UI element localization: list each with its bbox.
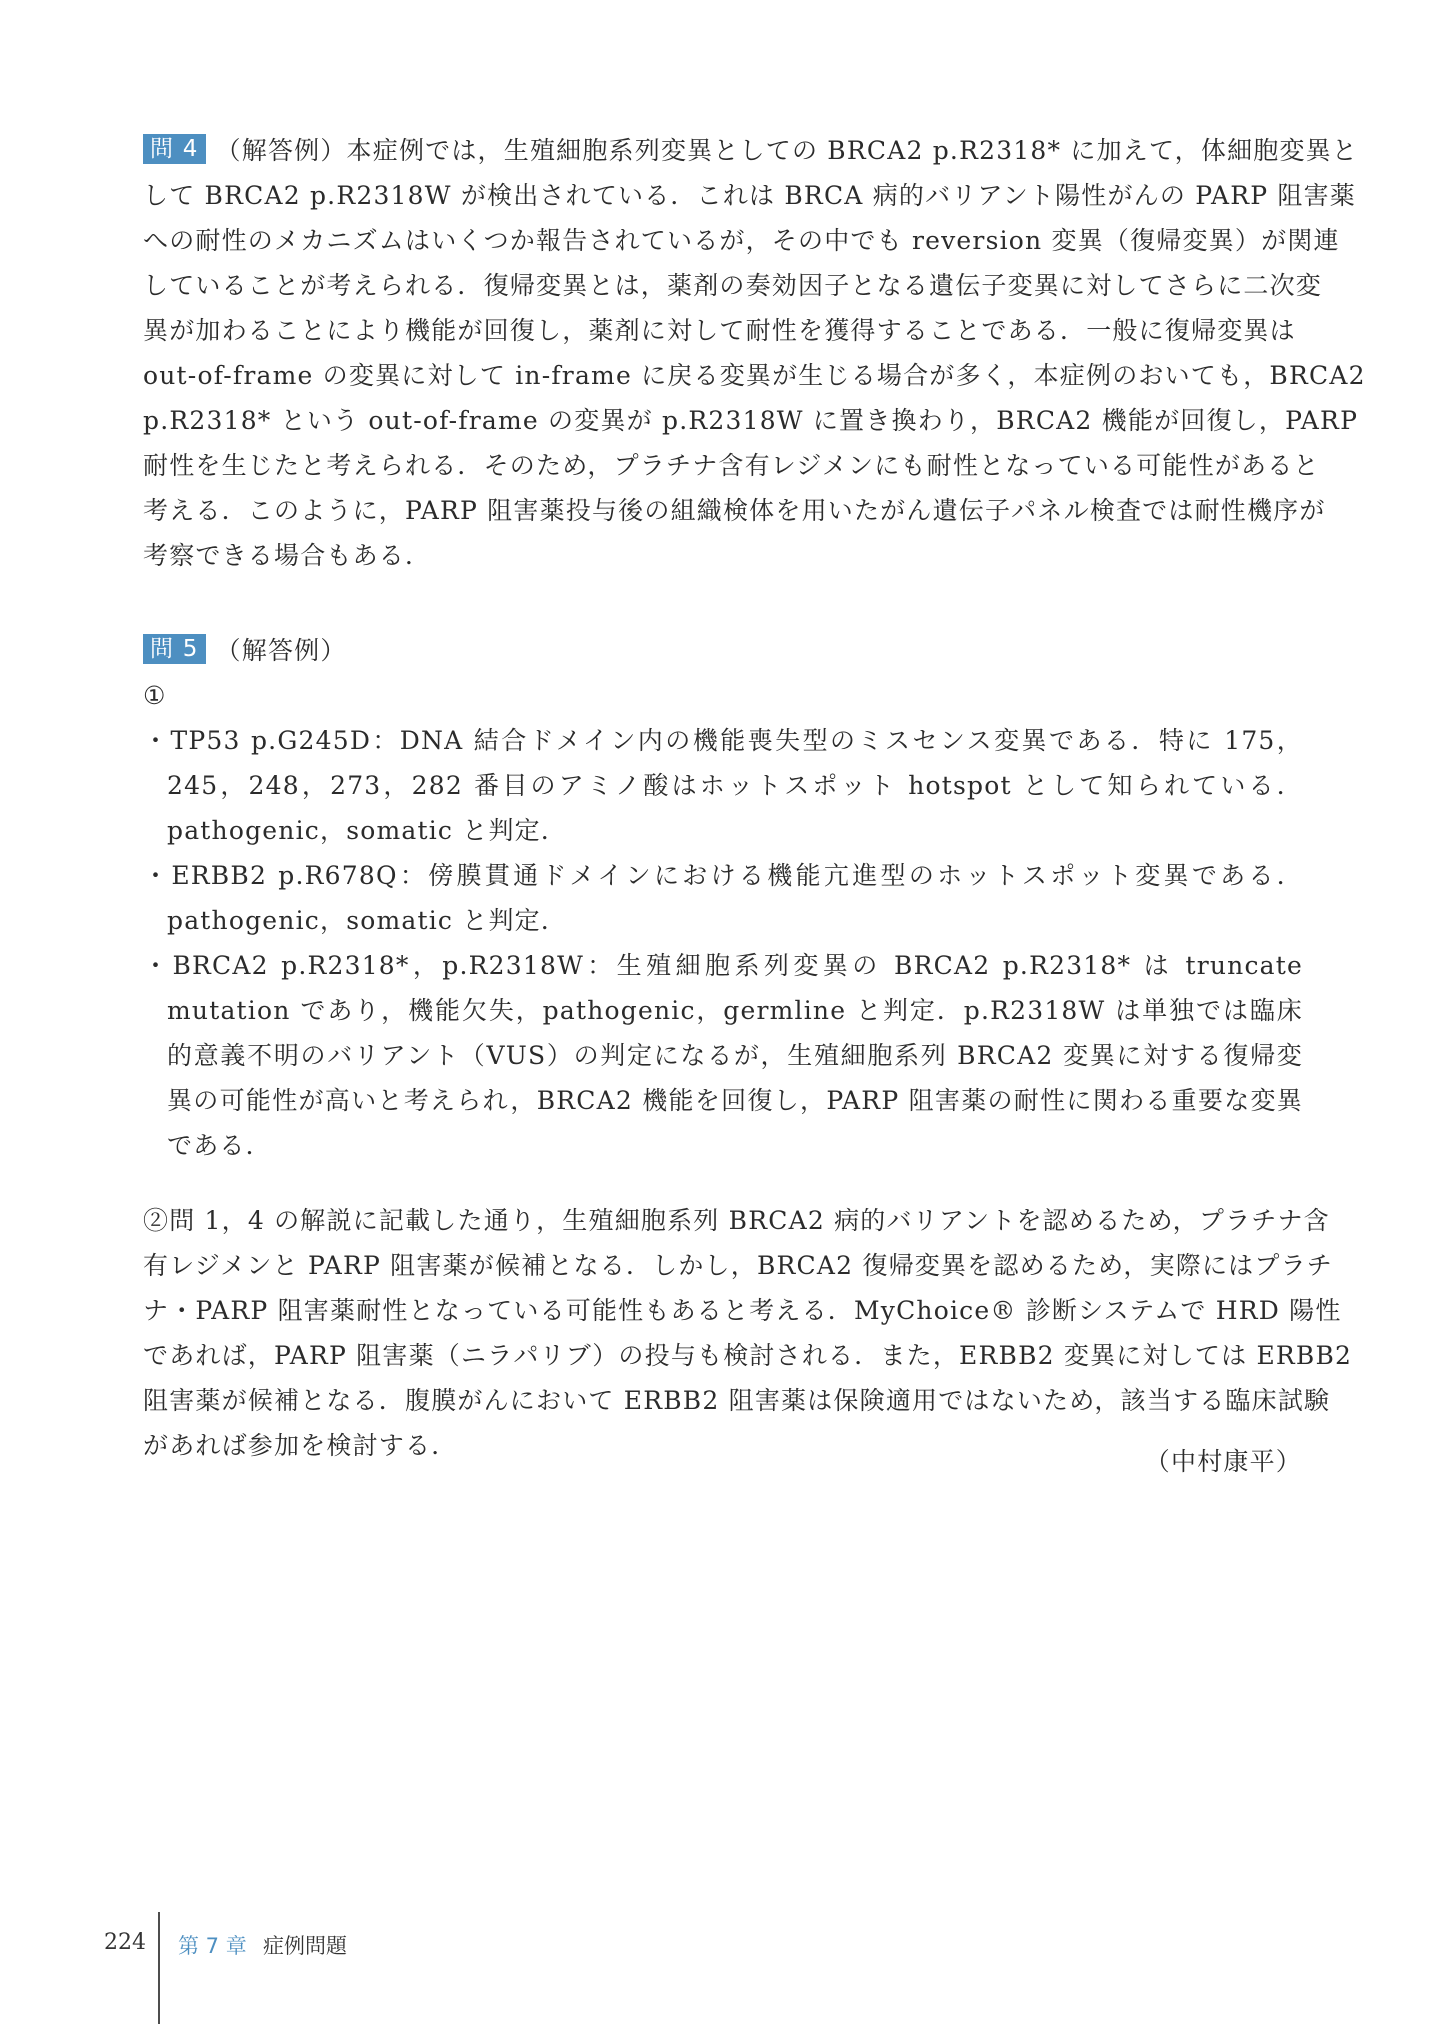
- variant-list: [143, 718, 1303, 1168]
- q4-line: していることが考えられる．復帰変異とは，薬剤の奏効因子となる遺伝子変異に対してさらに二次変: [143, 271, 1323, 300]
- question-5-section: [143, 628, 1353, 1468]
- part-2-answer: [143, 1198, 1353, 1468]
- variant-item-brca2: ・BRCA2 p.R2318*，p.R2318W：生殖細胞系列変異の BRCA2 p.R2318* は truncate mutation であり，機能欠失，pathogenic，germline と判定．p.R2318W は単独では臨床的意義不明のバリアント（VUS）の判定になるが，生殖細胞系列 BRCA2 変異に対する復帰変異の可能性が高いと考えられ，BRCA2 機能を回復し，PARP 阻害薬の耐性に関わる重要な変異である．: [143, 951, 1303, 1160]
- chapter-title: 症例問題: [263, 1934, 347, 1958]
- part-2-line: であれば，PARP 阻害薬（ニラパリブ）の投与も検討される．また，ERBB2 変異に対しては ERBB2: [143, 1341, 1353, 1370]
- q4-line: 異が加わることにより機能が回復し，薬剤に対して耐性を獲得することである．一般に復帰変異は: [143, 316, 1296, 345]
- variant-item-tp53: ・TP53 p.G245D：DNA 結合ドメイン内の機能喪失型のミスセンス変異である．特に 175，245，248，273，282 番目のアミノ酸はホットスポット hotspot として知られている．pathogenic，somatic と判定．: [143, 726, 1303, 845]
- question-5-heading: [143, 628, 1303, 673]
- q4-line: 考察できる場合もある．: [143, 541, 432, 570]
- q4-line: への耐性のメカニズムはいくつか報告されているが，その中でも reversion 変異（復帰変異）が関連: [143, 226, 1340, 255]
- part-2-line: 有レジメンと PARP 阻害薬が候補となる．しかし，BRCA2 復帰変異を認めるため，実際にはプラチ: [143, 1251, 1333, 1280]
- q4-line: 考える．このように，PARP 阻害薬投与後の組織検体を用いたがん遺伝子パネル検査では耐性機序が: [143, 496, 1326, 525]
- footer-divider: [158, 1912, 160, 2024]
- author-signature: （中村康平）: [1144, 1447, 1302, 1476]
- q4-line: p.R2318* という out-of-frame の変異が p.R2318W に置き換わり，BRCA2 機能が回復し，PARP: [143, 406, 1359, 435]
- question-4-badge: 問 4: [143, 134, 206, 164]
- chapter-label: 第 7 章: [178, 1934, 247, 1958]
- question-5-intro: （解答例）: [215, 636, 347, 665]
- page-number: 224: [104, 1930, 146, 1955]
- part-2-line: 阻害薬が候補となる．腹膜がんにおいて ERBB2 阻害薬は保険適用ではないため，該当する臨床試験: [143, 1386, 1331, 1415]
- question-4-section: [143, 128, 1366, 578]
- q4-line: 耐性を生じたと考えられる．そのため，プラチナ含有レジメンにも耐性となっている可能性があると: [143, 451, 1320, 480]
- q4-line: して BRCA2 p.R2318W が検出されている．これは BRCA 病的バリアント陽性がんの PARP 阻害薬: [143, 181, 1357, 210]
- q4-line-1: 問 4 （解答例）本症例では，生殖細胞系列変異としての BRCA2 p.R2318* に加えて，体細胞変異と: [143, 128, 1303, 173]
- part-2-line: があれば参加を検討する．: [143, 1431, 458, 1460]
- part-2-line: ナ・PARP 阻害薬耐性となっている可能性もあると考える．MyChoice® 診断システムで HRD 陽性: [143, 1296, 1342, 1325]
- q4-line: out-of-frame の変異に対して in-frame に戻る変異が生じる場合が多く，本症例のおいても，BRCA2: [143, 361, 1366, 390]
- part-2-line: ②問 1，4 の解説に記載した通り，生殖細胞系列 BRCA2 病的バリアントを認めるため，プラチナ含: [143, 1206, 1330, 1235]
- question-4-answer: [143, 128, 1366, 578]
- variant-item-erbb2: ・ERBB2 p.R678Q：傍膜貫通ドメインにおける機能亢進型のホットスポット変異である．pathogenic，somatic と判定．: [143, 861, 1303, 935]
- part-1-marker: ①: [143, 681, 167, 710]
- question-5-badge: 問 5: [143, 634, 206, 664]
